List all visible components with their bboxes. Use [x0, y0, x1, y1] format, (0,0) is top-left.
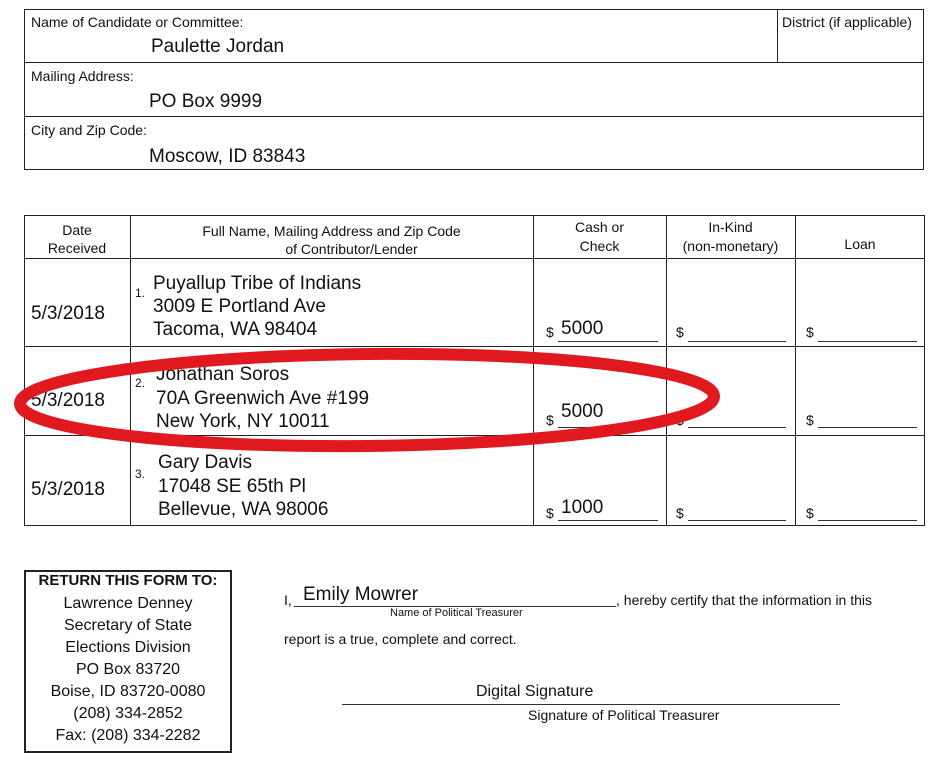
city-zip-value: Moscow, ID 83843 [149, 146, 306, 167]
district-label: District (if applicable) [782, 14, 912, 30]
row-date: 5/3/2018 [31, 303, 105, 324]
contributor-city: Bellevue, WA 98006 [158, 499, 329, 520]
loan-dollar-sign: $ [806, 412, 814, 428]
contributor-name: Puyallup Tribe of Indians [153, 273, 362, 294]
row-date: 5/3/2018 [31, 390, 105, 411]
header-fullname-line1: Full Name, Mailing Address and Zip Code [202, 223, 461, 239]
return-address-line: Fax: (208) 334-2282 [55, 727, 201, 744]
treasurer-name-value: Emily Mowrer [303, 584, 419, 605]
inkind-dollar-sign: $ [676, 505, 684, 521]
row-number: 1. [135, 286, 146, 300]
return-address-line: (208) 334-2852 [73, 705, 183, 722]
highlight-ellipse [20, 350, 715, 449]
return-address-line: Secretary of State [63, 617, 193, 634]
loan-dollar-sign: $ [806, 324, 814, 340]
header-cash-line2: Check [579, 238, 620, 254]
city-zip-label: City and Zip Code: [31, 122, 147, 138]
return-address-line: Lawrence Denney [63, 595, 193, 612]
cash-amount: 5000 [561, 401, 604, 422]
inkind-dollar-sign: $ [676, 324, 684, 340]
row-date: 5/3/2018 [31, 479, 105, 500]
inkind-dollar-sign: $ [676, 412, 684, 428]
header-date-line1: Date [62, 222, 92, 238]
treasurer-name-caption: Name of Political Treasurer [390, 607, 523, 619]
signature-value: Digital Signature [476, 683, 594, 700]
cash-amount: 1000 [561, 497, 604, 518]
row-number: 2. [135, 376, 146, 390]
contributor-street: 3009 E Portland Ave [153, 296, 326, 317]
row-number: 3. [135, 467, 146, 481]
contributor-city: New York, NY 10011 [156, 411, 330, 432]
header-loan: Loan [844, 236, 876, 252]
return-address-line: PO Box 83720 [75, 661, 181, 678]
header-date-line2: Received [47, 240, 107, 256]
contributor-city: Tacoma, WA 98404 [153, 319, 318, 340]
return-address-line: Elections Division [65, 639, 191, 656]
cash-dollar-sign: $ [546, 412, 554, 428]
certify-line2: report is a true, complete and correct. [284, 631, 517, 647]
header-inkind-line1: In-Kind [708, 219, 753, 235]
certify-suffix: , hereby certify that the information in this [616, 592, 873, 608]
candidate-name-label: Name of Candidate or Committee: [31, 14, 244, 30]
cash-dollar-sign: $ [546, 505, 554, 521]
return-address-line: Boise, ID 83720-0080 [50, 683, 206, 700]
contributor-name: Gary Davis [158, 452, 252, 473]
certify-prefix: I, [284, 592, 292, 608]
mailing-address-label: Mailing Address: [31, 68, 134, 84]
contributor-street: 17048 SE 65th Pl [158, 476, 306, 497]
return-form-title: RETURN THIS FORM TO: [38, 572, 218, 589]
header-inkind-line2: (non-monetary) [682, 238, 779, 254]
header-fullname-line2: of Contributor/Lender [285, 241, 418, 257]
contributor-street: 70A Greenwich Ave #199 [156, 388, 370, 409]
candidate-name-value: Paulette Jordan [151, 36, 285, 57]
mailing-address-value: PO Box 9999 [149, 91, 263, 112]
loan-dollar-sign: $ [806, 505, 814, 521]
return-address [24, 593, 232, 747]
cash-dollar-sign: $ [546, 324, 554, 340]
contributor-name: Jonathan Soros [156, 364, 290, 385]
cash-amount: 5000 [561, 318, 604, 339]
header-cash-line1: Cash or [574, 219, 625, 235]
signature-caption: Signature of Political Treasurer [528, 707, 720, 723]
signature-underline [342, 704, 840, 705]
